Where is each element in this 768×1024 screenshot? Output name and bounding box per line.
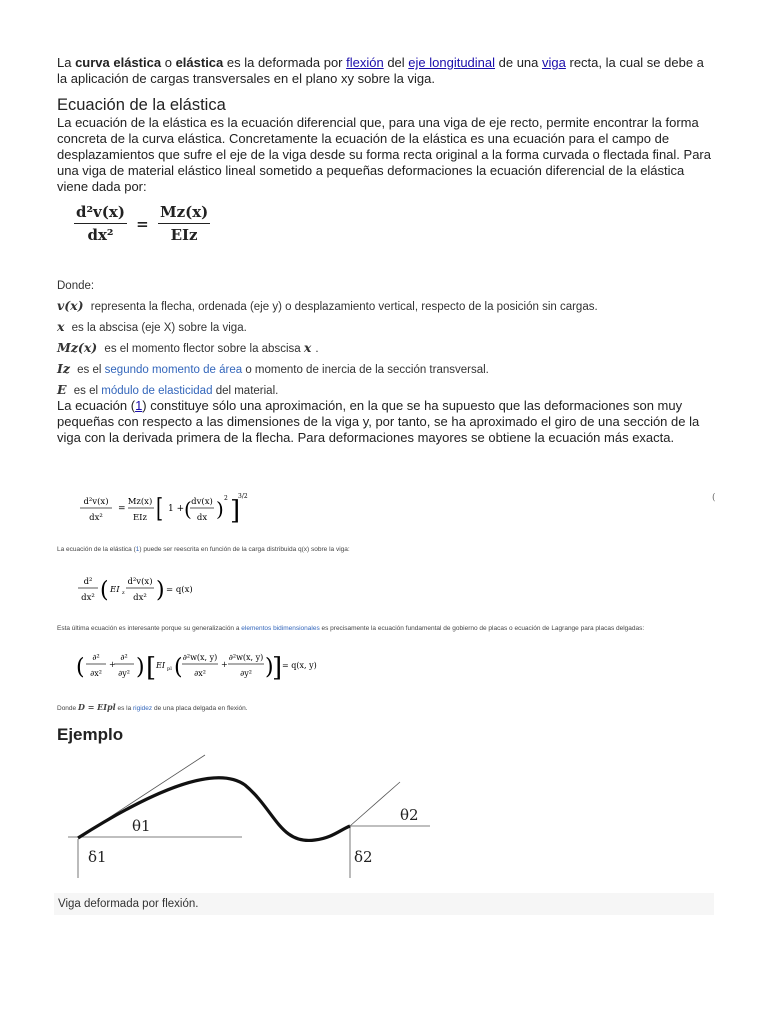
svg-text:= q(x): = q(x)	[166, 585, 193, 595]
svg-text:= q(x, y): = q(x, y)	[282, 661, 317, 670]
heading-ejemplo: Ejemplo	[57, 725, 124, 744]
svg-text:∂²w(x, y): ∂²w(x, y)	[182, 653, 218, 662]
svg-text:dx²: dx²	[81, 593, 95, 603]
svg-text:]: ]	[230, 496, 241, 526]
def-v: v(x) representa la flecha, ordenada (eje y) o desplazamiento vertical, respecto de la posición sin cargas.	[57, 298, 598, 313]
svg-text:dv(x): dv(x)	[191, 497, 213, 507]
svg-text:EIz: EIz	[132, 513, 148, 523]
svg-text:d²: d²	[83, 577, 93, 587]
svg-text:[: [	[156, 493, 164, 524]
link-modulo-elasticidad[interactable]: módulo de elasticidad	[101, 385, 213, 397]
svg-text:+: +	[221, 660, 228, 669]
link-rigidez[interactable]: rigidez	[133, 705, 153, 712]
svg-text:3/2: 3/2	[238, 493, 248, 500]
note-carga-distribuida: La ecuación de la elástica (1) puede ser reescrita en función de la carga distribuida q(x) sobre la viga:	[57, 546, 350, 553]
svg-text:pl: pl	[167, 666, 172, 672]
description-paragraph: La ecuación de la elástica es la ecuación diferencial que, para una viga de eje recto, permite encontrar la forma concreta de la curva elástica. Concretamente la ecuación de la elástica es una ecuación para el campo de desplazamientos que sufre el eje de la viga desde su forma recta original a la forma curvada o flectada final. Para una viga de material elástico lineal sometido a pequeñas deformaciones la ecuación diferencial de la elástica viene dada por:	[57, 115, 711, 194]
link-flexion[interactable]: flexión	[346, 55, 384, 70]
svg-text:): )	[265, 655, 274, 680]
donde-title: Donde:	[57, 280, 95, 292]
note-generalizacion: Esta última ecuación es interesante porque su generalización a elementos bidimensionales es precisamente la ecuación fundamental de gobierno de placas o ecuación de Lagrange para placas delgadas:	[57, 625, 645, 632]
def-x: x es la abscisa (eje X) sobre la viga.	[57, 319, 247, 334]
svg-text:1 +: 1 +	[168, 504, 185, 514]
beam-deflection-figure	[60, 750, 440, 880]
note-rigidez: Donde D = EIpl es la rigidez de una placa delgada en flexión.	[57, 702, 248, 712]
equation-elastica: $\frac{\text{d²v(x)}}{\text{dx²}}$ = $\frac{Mz(x)}{\text{EIz}}$	[76, 203, 209, 244]
svg-text:EI: EI	[110, 585, 120, 595]
svg-text:(: (	[174, 655, 183, 680]
svg-text:): )	[156, 578, 165, 603]
delta1-label: δ1	[88, 848, 107, 866]
theta1-label: θ1	[132, 817, 151, 835]
deflected-beam-curve	[78, 778, 350, 841]
svg-text:z: z	[122, 590, 125, 596]
svg-text:∂x²: ∂x²	[194, 669, 206, 678]
svg-text:∂²w(x, y): ∂²w(x, y)	[228, 653, 264, 662]
equation-exacta	[76, 486, 726, 532]
link-eq-1-small[interactable]: 1	[135, 546, 140, 553]
definitions-list	[57, 277, 598, 401]
svg-text:EI: EI	[156, 661, 165, 670]
svg-text:(: (	[76, 655, 85, 680]
svg-text:Mz(x): Mz(x)	[127, 497, 153, 507]
term-curva-elastica: curva elástica	[75, 55, 162, 70]
theta2-label: θ2	[400, 806, 419, 824]
svg-text:=: =	[118, 504, 126, 514]
svg-text:2: 2	[224, 495, 228, 502]
approximation-paragraph: La ecuación (1) constituye sólo una aproximación, en la que se ha supuesto que las deformaciones son muy pequeñas con respecto a las dimensiones de la viga y, por tanto, se ha aproximado el giro de una sección de la viga con la derivada primera de la flecha. Para deformaciones mayores se obtiene la ecuación más exacta.	[57, 398, 700, 445]
svg-text:dx: dx	[196, 513, 208, 523]
svg-text:∂²: ∂²	[92, 653, 100, 662]
svg-text:dx²: dx²	[133, 593, 147, 603]
link-eq-1[interactable]: 1	[135, 398, 143, 413]
svg-text:): )	[136, 655, 145, 680]
link-segundo-momento[interactable]: segundo momento de área	[104, 364, 243, 376]
link-elementos-bidimensionales[interactable]: elementos bidimensionales	[241, 625, 320, 632]
svg-text:∂x²: ∂x²	[90, 669, 102, 678]
svg-text:d²v(x): d²v(x)	[127, 577, 153, 587]
svg-text:dx²: dx²	[89, 513, 103, 523]
tangent-line-right	[350, 782, 400, 826]
def-e: E es el módulo de elasticidad del material.	[57, 382, 279, 397]
figure-caption: Viga deformada por flexión.	[54, 893, 714, 915]
svg-text:(: (	[100, 578, 109, 603]
svg-text:d²v(x): d²v(x)	[83, 497, 109, 507]
svg-text:(: (	[184, 497, 192, 521]
svg-text:[: [	[146, 653, 157, 683]
svg-text:∂²: ∂²	[120, 653, 128, 662]
link-eje-longitudinal[interactable]: eje longitudinal	[408, 55, 496, 70]
equation-placas	[76, 646, 336, 688]
term-elastica: elástica	[175, 55, 224, 70]
heading-ecuacion: Ecuación de la elástica	[57, 96, 226, 114]
svg-text:+: +	[109, 660, 116, 669]
svg-text:): )	[216, 497, 224, 521]
svg-text:]: ]	[272, 653, 283, 683]
link-viga[interactable]: viga	[542, 55, 566, 70]
svg-text:∂y²: ∂y²	[118, 669, 130, 678]
delta2-label: δ2	[354, 848, 373, 866]
def-i: Iz es el segundo momento de área o momento de inercia de la sección transversal.	[57, 361, 489, 376]
svg-text:∂y²: ∂y²	[240, 669, 252, 678]
equation-carga	[76, 570, 216, 610]
intro-paragraph: La curva elástica o elástica es la deformada por flexión del eje longitudinal de una viga recta, la cual se debe a la aplicación de cargas transversales en el plano xy sobre la viga.	[57, 55, 704, 86]
svg-text:(: (	[712, 493, 716, 503]
def-m: Mz(x) es el momento flector sobre la abscisa x .	[57, 340, 319, 355]
